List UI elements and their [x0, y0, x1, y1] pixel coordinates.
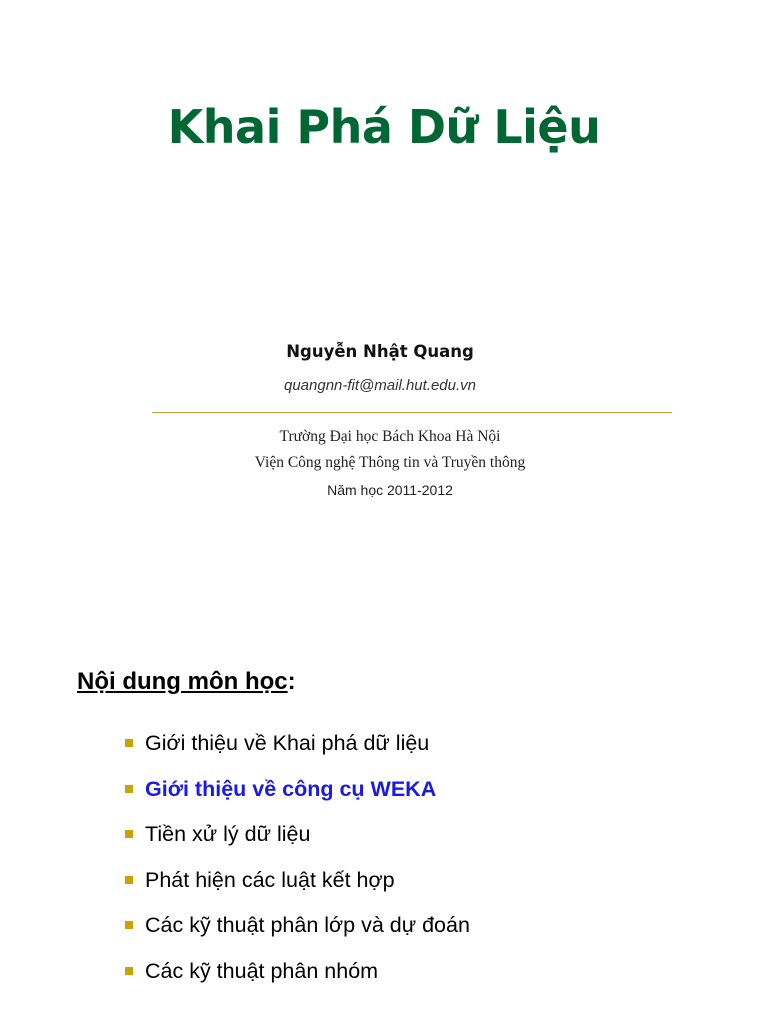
- institute-name: Viện Công nghệ Thông tin và Truyền thông: [254, 454, 526, 471]
- toc-item-label: Các kỹ thuật phân nhóm: [145, 958, 379, 983]
- bullet-icon: [125, 739, 133, 747]
- toc-list: [125, 726, 470, 999]
- toc-item-label: Giới thiệu về Khai phá dữ liệu: [145, 731, 430, 755]
- author-name: Nguyễn Nhật Quang: [286, 342, 474, 361]
- toc-item-preprocessing: [125, 817, 470, 863]
- bullet-icon: [125, 967, 133, 975]
- slide-title: Khai Phá Dữ Liệu: [167, 100, 601, 154]
- toc-heading-text: Nội dung môn học: [77, 668, 288, 695]
- toc-item-label: Tiền xử lý dữ liệu: [145, 822, 311, 846]
- toc-item-intro-data-mining: [125, 726, 470, 772]
- bullet-icon: [125, 830, 133, 838]
- author-email: quangnn-fit@mail.hut.edu.vn: [283, 377, 476, 394]
- toc-item-weka: [125, 772, 470, 818]
- toc-item-label: Các kỹ thuật phân lớp và dự đoán: [145, 913, 470, 937]
- toc-item-association-rules: [125, 863, 470, 909]
- toc-item-clustering: [125, 954, 470, 1000]
- school-name: Trường Đại học Bách Khoa Hà Nội: [279, 428, 501, 445]
- bullet-icon: [125, 876, 133, 884]
- academic-year: Năm học 2011-2012: [327, 482, 453, 498]
- toc-heading-colon: :: [287, 668, 296, 695]
- bullet-icon: [125, 785, 133, 793]
- divider-line: [152, 412, 672, 413]
- toc-item-label: Phát hiện các luật kết hợp: [145, 867, 395, 892]
- bullet-icon: [125, 921, 133, 929]
- toc-item-label: Giới thiệu về công cụ WEKA: [145, 776, 437, 801]
- toc-item-classification: [125, 908, 470, 954]
- toc-heading: [77, 668, 296, 696]
